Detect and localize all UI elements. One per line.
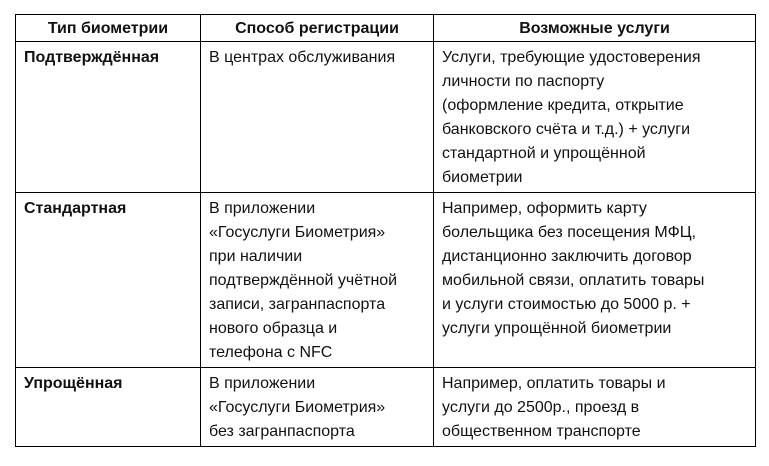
cell-text-line: банковского счёта и т.д.) + услуги	[442, 121, 691, 138]
cell-text-line: общественном транспорте	[442, 423, 641, 440]
header-available-services: Возможные услуги	[434, 15, 756, 42]
cell-text-line: и услуги стоимостью до 5000 р. +	[442, 296, 691, 313]
available-services-cell	[434, 42, 756, 193]
biometrics-type-cell: Упрощённая	[16, 368, 201, 447]
table-row	[16, 193, 756, 368]
cell-text-line: В приложении	[209, 375, 316, 392]
cell-text-line: Услуги, требующие удостоверения	[442, 49, 701, 66]
header-biometrics-type: Тип биометрии	[16, 15, 201, 42]
cell-text-line: «Госуслуги Биометрия»	[209, 399, 386, 416]
biometrics-type-cell: Стандартная	[16, 193, 201, 368]
cell-text-line: записи, загранпаспорта	[209, 296, 386, 313]
table-header-row	[16, 15, 756, 42]
cell-text-line: личности по паспорту	[442, 73, 605, 90]
table-row	[16, 42, 756, 193]
cell-text-line: услуги упрощённой биометрии	[442, 320, 672, 337]
registration-method-cell	[201, 193, 434, 368]
cell-text-line: мобильной связи, оплатить товары	[442, 272, 705, 289]
cell-text-line: (оформление кредита, открытие	[442, 97, 684, 114]
registration-method-cell	[201, 42, 434, 193]
header-registration-method: Способ регистрации	[201, 15, 434, 42]
cell-text-line: болельщика без посещения МФЦ,	[442, 224, 697, 241]
cell-text-line: нового образца и	[209, 320, 338, 337]
cell-text-line: В центрах обслуживания	[209, 49, 396, 66]
available-services-cell	[434, 193, 756, 368]
cell-text-line: подтверждённой учётной	[209, 272, 398, 289]
cell-text-line: услуги до 2500р., проезд в	[442, 399, 640, 416]
table-row	[16, 368, 756, 447]
cell-text-line: дистанционно заключить договор	[442, 248, 692, 265]
cell-text-line: «Госуслуги Биометрия»	[209, 224, 386, 241]
available-services-cell	[434, 368, 756, 447]
cell-text-line: без загранпаспорта	[209, 423, 355, 440]
cell-text-line: Например, оплатить товары и	[442, 375, 666, 392]
cell-text-line: телефона с NFC	[209, 344, 333, 361]
biometrics-type-cell: Подтверждённая	[16, 42, 201, 193]
cell-text-line: при наличии	[209, 248, 303, 265]
cell-text-line: биометрии	[442, 169, 523, 186]
cell-text-line: стандартной и упрощённой	[442, 145, 646, 162]
registration-method-cell	[201, 368, 434, 447]
cell-text-line: В приложении	[209, 200, 316, 217]
biometrics-table	[15, 14, 756, 447]
cell-text-line: Например, оформить карту	[442, 200, 647, 217]
